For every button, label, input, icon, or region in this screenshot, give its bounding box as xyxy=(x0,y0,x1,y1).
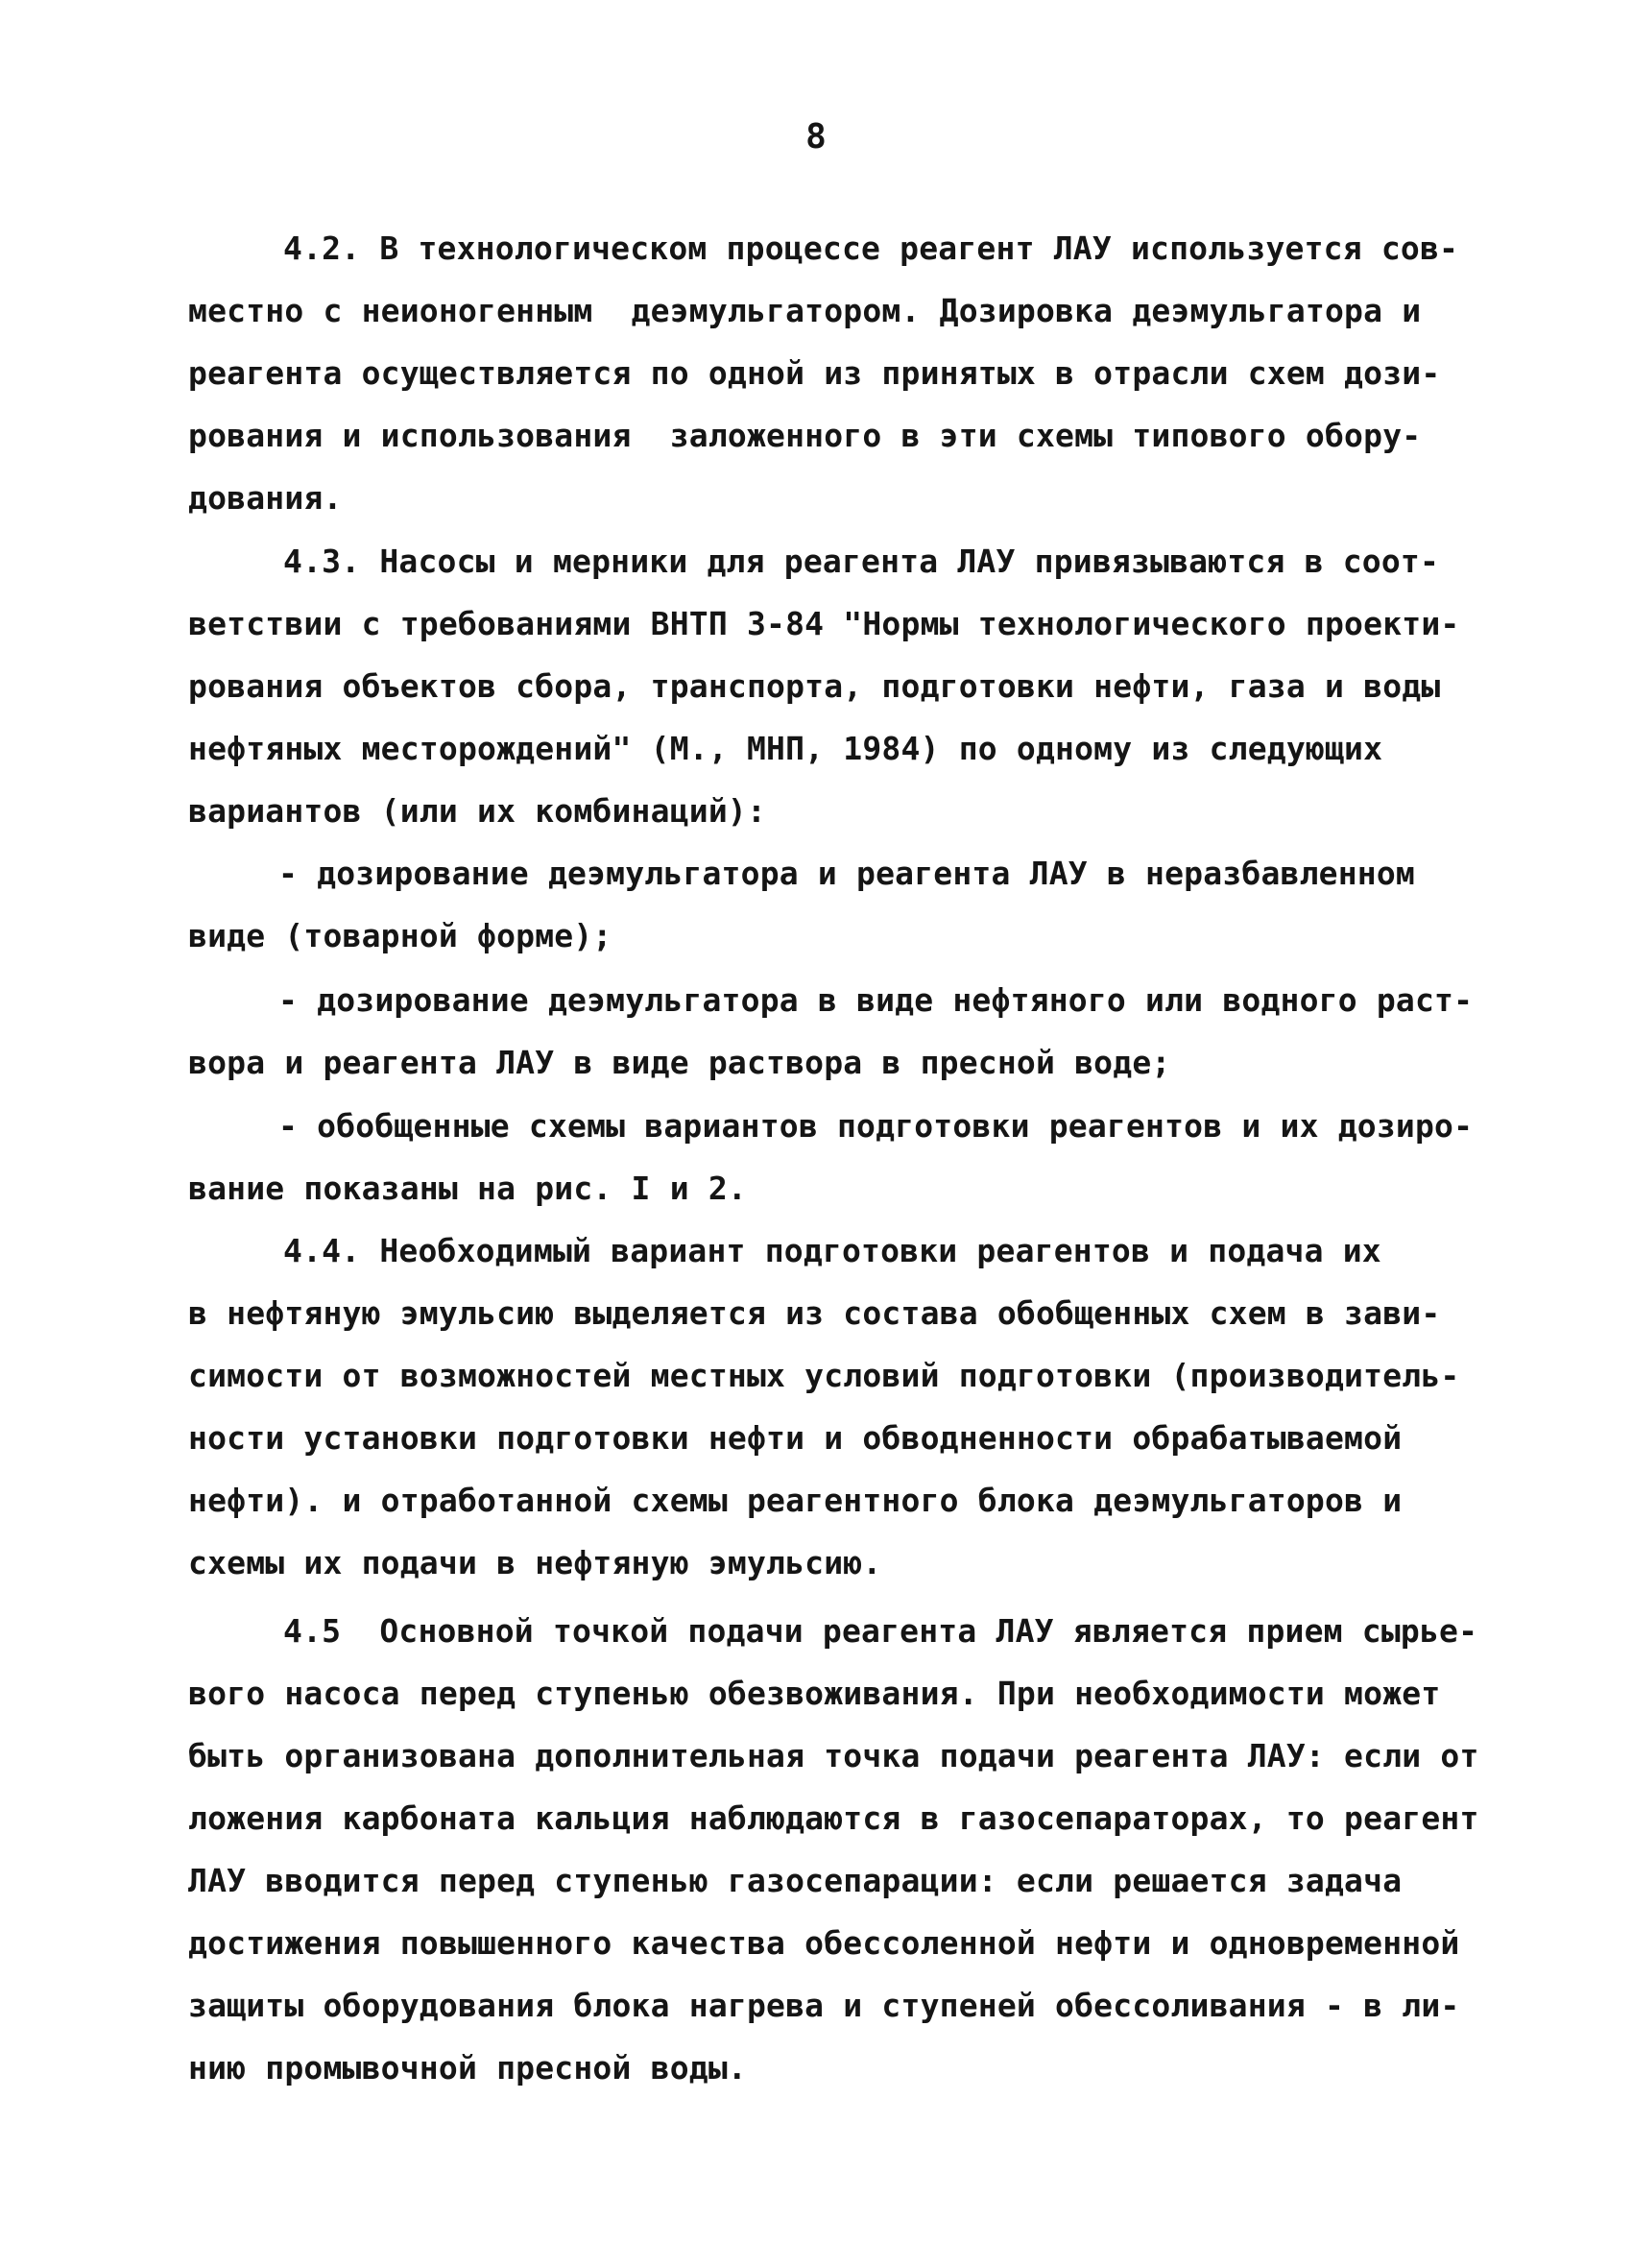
text-line: защиты оборудования блока нагрева и ступеней обессоливания - в ли- xyxy=(188,1987,1460,2024)
text-line: рования и использования заложенного в эти схемы типового обору- xyxy=(188,417,1422,454)
text-line: ложения карбоната кальция наблюдаются в газосепараторах, то реагент xyxy=(188,1799,1479,1837)
text-line: ЛАУ вводится перед ступенью газосепарации: если решается задача xyxy=(188,1862,1403,1899)
text-line: быть организована дополнительная точка подачи реагента ЛАУ: если от xyxy=(188,1737,1479,1774)
text-line: ветствии с требованиями ВНТП 3-84 "Нормы технологического проекти- xyxy=(188,605,1460,642)
text-line: местно с неионогенным деэмульгатором. Дозировка деэмульгатора и xyxy=(188,292,1422,329)
text-line: в нефтяную эмульсию выделяется из состава обобщенных схем в зави- xyxy=(188,1294,1441,1332)
text-line: вого насоса перед ступенью обезвоживания. При необходимости может xyxy=(188,1675,1441,1712)
list-item-line: - дозирование деэмульгатора в виде нефтяного или водного раст- xyxy=(278,981,1474,1019)
list-item-line: - дозирование деэмульгатора и реагента ЛАУ в неразбавленном xyxy=(278,855,1415,892)
text-line: дования. xyxy=(188,479,343,517)
text-line: 4.2. В технологическом процессе реагент ЛАУ используется сов- xyxy=(283,229,1459,267)
list-item-line: виде (товарной форме); xyxy=(188,917,612,954)
text-line: достижения повышенного качества обессоленной нефти и одновременной xyxy=(188,1924,1460,1962)
text-line: вариантов (или их комбинаций): xyxy=(188,792,767,830)
text-line: 4.3. Насосы и мерники для реагента ЛАУ привязываются в соот- xyxy=(283,543,1440,580)
text-line: реагента осуществляется по одной из принятых в отрасли схем дози- xyxy=(188,354,1441,392)
text-line: 4.5 Основной точкой подачи реагента ЛАУ является прием сырье- xyxy=(283,1612,1478,1650)
page-number: 8 xyxy=(805,117,827,157)
text-line: нию промывочной пресной воды. xyxy=(188,2049,747,2087)
text-line: 4.4. Необходимый вариант подготовки реагентов и подача их xyxy=(283,1232,1381,1269)
text-line: ности установки подготовки нефти и обводненности обрабатываемой xyxy=(188,1419,1403,1457)
list-item-line: вора и реагента ЛАУ в виде раствора в пресной воде; xyxy=(188,1044,1171,1081)
text-line: симости от возможностей местных условий подготовки (производитель- xyxy=(188,1357,1460,1394)
list-item-line: вание показаны на рис. I и 2. xyxy=(188,1170,747,1207)
text-line: нефтяных месторождений" (М., МНП, 1984) по одному из следующих xyxy=(188,730,1383,767)
list-item-line: - обобщенные схемы вариантов подготовки реагентов и их дозиро- xyxy=(278,1107,1474,1145)
text-line: нефти). и отработанной схемы реагентного блока деэмульгаторов и xyxy=(188,1482,1403,1519)
text-line: рования объектов сбора, транспорта, подготовки нефти, газа и воды xyxy=(188,667,1441,705)
text-line: схемы их подачи в нефтяную эмульсию. xyxy=(188,1544,882,1581)
